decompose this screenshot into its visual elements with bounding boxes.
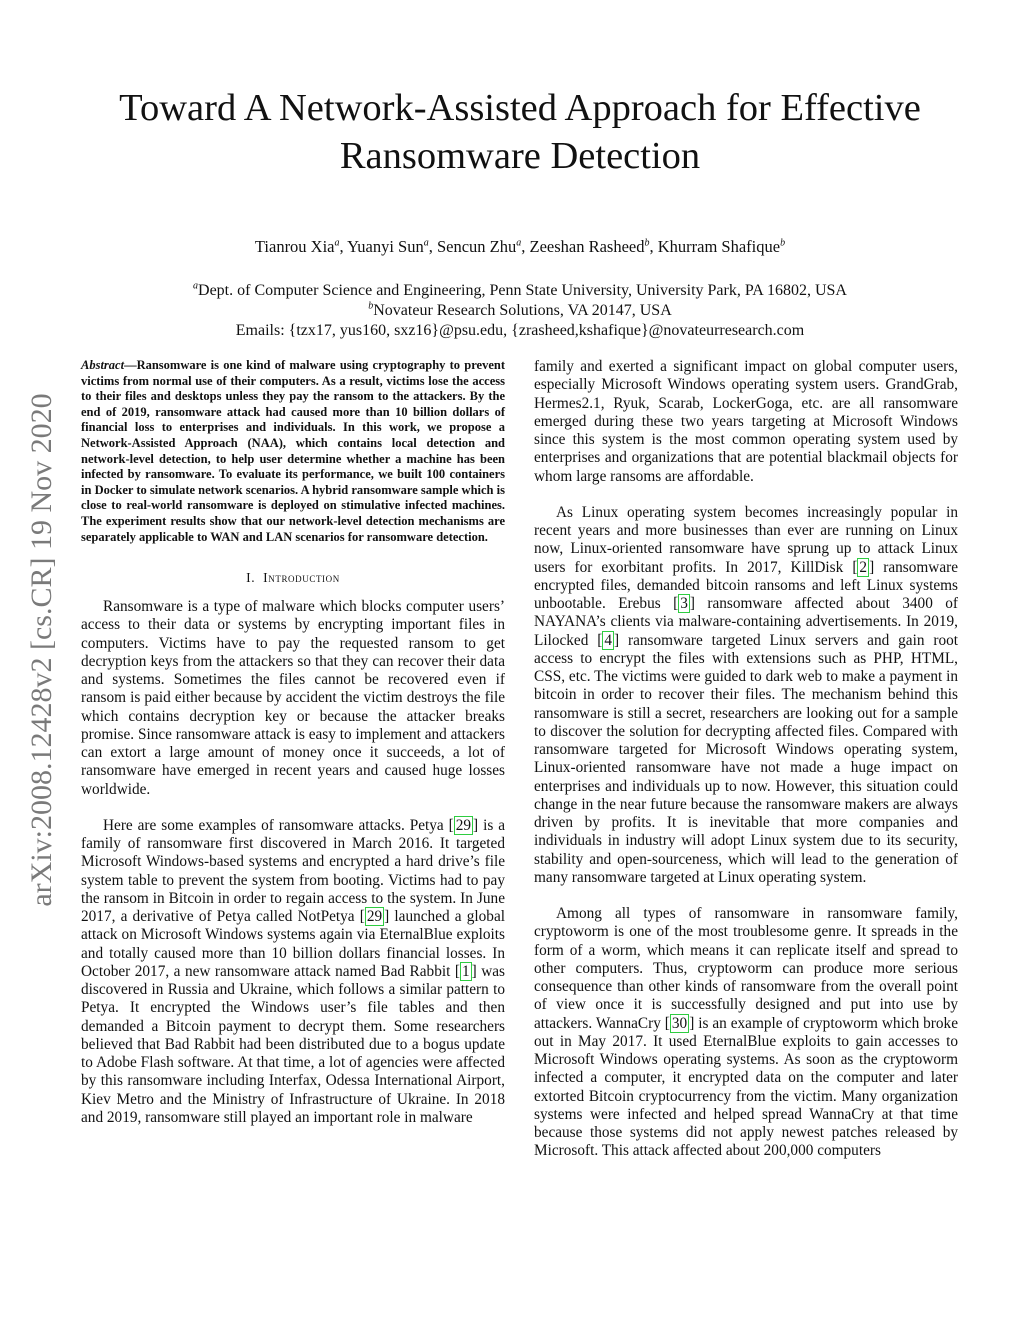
author-affil-mark: a <box>516 237 522 249</box>
arxiv-identifier[interactable]: arXiv:2008.12428v2 [cs.CR] 19 Nov 2020 <box>25 393 58 907</box>
citation-link[interactable]: 4 <box>604 631 613 649</box>
author-affil-mark: b <box>644 237 650 249</box>
abstract-text: —Ransomware is one kind of malware using cryptography to prevent victims from normal use of their computers. As a result, victims lose the access to their files and desktops unless they pay the ransom to the attackers. By the end of 2019, ransomware attack had caused more than 10 billion dollars of financial loss to enterprises and individuals. In this work, we propose a Network-Assisted Approach (NAA), which contains local detection and network-level detection, to help user determine whether a machine has been infected by ransomware. To evaluate its performance, we built 100 containers in Docker to simulate network scenarios. A hybrid ransomware sample which is close to real-world ransomware is deployed on stimulative infected machines. The experiment results show that our network-level detection mechanisms are separately applicable to WAN and LAN scenarios for ransomware detection. <box>81 358 505 544</box>
left-column <box>81 358 505 1127</box>
paper-title: Toward A Network-Assisted Approach for Effective Ransomware Detection <box>119 87 921 177</box>
paragraph: Among all types of ransomware in ransomware family, cryptoworm is one of the most troublesome genre. It spreads in the form of a worm, which means it can replicate itself and spread to other computers. Thus, cryptoworm can produce more serious consequence than other kinds of ransomware from the overall point of view once it is successfully designed and put into use by attackers. WannaCry [ 30 ] is an example of cryptoworm which broke out in May 2017. It used EternalBlue exploits to gain accesses to Microsoft Windows operating systems. As soon as the cryptoworm infected a computer, it encrypted data on the computer and later extorted Bitcoin cryptocurrency from the victim. Many organization systems were infected and helped spread WannaCry at that time because those systems did not apply newest patches released by Microsoft. This attack affected about 200,000 computers <box>534 905 958 1160</box>
section-title: Introduction <box>263 570 340 586</box>
abstract-label: Abstract <box>81 358 125 372</box>
citation-link[interactable]: 29 <box>366 908 383 926</box>
author-name: Khurram Shafique <box>657 237 781 256</box>
author-affil-mark: a <box>423 237 429 249</box>
author-list: Tianrou Xia$^a$, Yuanyi Sun$^a$, Sencun Zhu$^a$, Zeeshan Rasheed$^b$, Khurram Shafique$^b$ <box>254 237 786 256</box>
citation-link[interactable]: 2 <box>859 558 868 576</box>
author-affil-mark: a <box>334 237 340 249</box>
paragraph: family and exerted a significant impact on global computer users, especially Microsoft Windows operating system users. GrandGrab, Hermes2.1, Ryuk, Scarab, LockerGoga, etc. are all ransomware emerged during these two years targeting at Microsoft Windows since this system is the most common operating system used by enterprises and organizations that are potential blackmail objects for whom large ransoms are affordable. <box>534 358 958 485</box>
author-name: Tianrou Xia <box>254 237 335 256</box>
affiliations <box>80 281 960 341</box>
right-column <box>534 358 958 1161</box>
section-number: I. <box>246 570 256 586</box>
author-name: Sencun Zhu <box>436 237 517 256</box>
abstract <box>81 358 505 545</box>
author-emails: Emails: {tzx17, yus160, sxz16}@psu.edu, {zrasheed,kshafique}@novateurresearch.com <box>235 322 805 339</box>
affiliation-a: $^a$Dept. of Computer Science and Engineering, Penn State University, University Park, PA 16802, USA <box>193 280 847 299</box>
section-heading <box>81 570 505 586</box>
citation-link[interactable]: 30 <box>671 1014 688 1032</box>
paragraph: As Linux operating system becomes increasingly popular in recent years and more businesses than ever are running on Linux now, Linux-oriented ransomware have sprung up to attack Linux users for exorbitant profits. In 2017, KillDisk [ 2 ] ransomware encrypted files, demanded bitcoin ransoms and left Linux systems unbootable. Erebus [ 3 ] ransomware affected about 3400 of NAYANA’s clients via malware-containing advertisements. In 2019, Lilocked [ 4 ] ransomware targeted Linux servers and gain root access to encrypt the files with extensions such as PHP, HTML, CSS, etc. The victims were guided to dark web to make a payment in bitcoin in order to recover their files. The mechanism behind this ransomware is still a secret, researchers are looking out for a sample to discover the solution for decrypting affected files. Compared with ransomware targeted for Microsoft Windows operating system, Linux-oriented ransomware have not made a huge impact on enterprises and individuals up to now. However, this situation could change in the near future because the ransomware makers are always driven by profits. It is inevitable that more companies and individuals in industry will adopt Linux system due to its security, stability and open-sourceness, which will lead to the generation of many ransomware targeted at Linux operating system. <box>534 503 958 886</box>
paragraph: Ransomware is a type of malware which blocks computer users’ access to their data or systems by encrypting important files in computers. Victims have to pay the requested ransom to get decryption keys from the attackers so that they can recover their data and systems. Sometimes the files cannot be recovered even if ransom is paid either because by accident the victim destroys the file which contains decryption key or because the attacker breaks promise. Since ransomware attack is easy to implement and attackers can extort a large amount of money once it succeeds, a lot of ransomware have emerged in recent years and caused huge losses worldwide. <box>81 598 505 798</box>
affiliation-b: $^b$Novateur Research Solutions, VA 20147, USA <box>368 300 672 319</box>
paragraph: Here are some examples of ransomware attacks. Petya [ 29 ] is a family of ransomware first discovered in March 2016. It targeted Microsoft Windows-based systems and encrypted a hard drive’s file system table to prevent the system from booting. Victims had to pay the ransom in Bitcoin in order to regain access to the system. In June 2017, a derivative of Petya called NotPetya [ 29 ] launched a global attack on Microsoft Windows systems again via EternalBlue exploits and totally caused more than 10 billion dollars financial losses. In October 2017, a new ransomware attack named Bad Rabbit [ 1 ] was discovered in Russia and Ukraine, which follows a similar pattern to Petya. It encrypted the Windows user’s file tables and then demanded a Bitcoin payment to decrypt them. Some researchers believed that Bad Rabbit had been distributed due to a bogus update to Adobe Flash software. At that time, a lot of agencies were affected by this ransomware including Interfax, Odessa International Airport, Kiev Metro and the Ministry of Infrastructure of Ukraine. In 2018 and 2019, ransomware still played an important role in malware <box>81 816 505 1126</box>
author-affil-mark: b <box>780 237 786 249</box>
citation-link[interactable]: 1 <box>461 962 470 980</box>
citation-link[interactable]: 3 <box>680 595 688 612</box>
author-name: Zeeshan Rasheed <box>529 237 645 256</box>
author-name: Yuanyi Sun <box>347 237 424 256</box>
citation-link[interactable]: 29 <box>455 816 472 834</box>
